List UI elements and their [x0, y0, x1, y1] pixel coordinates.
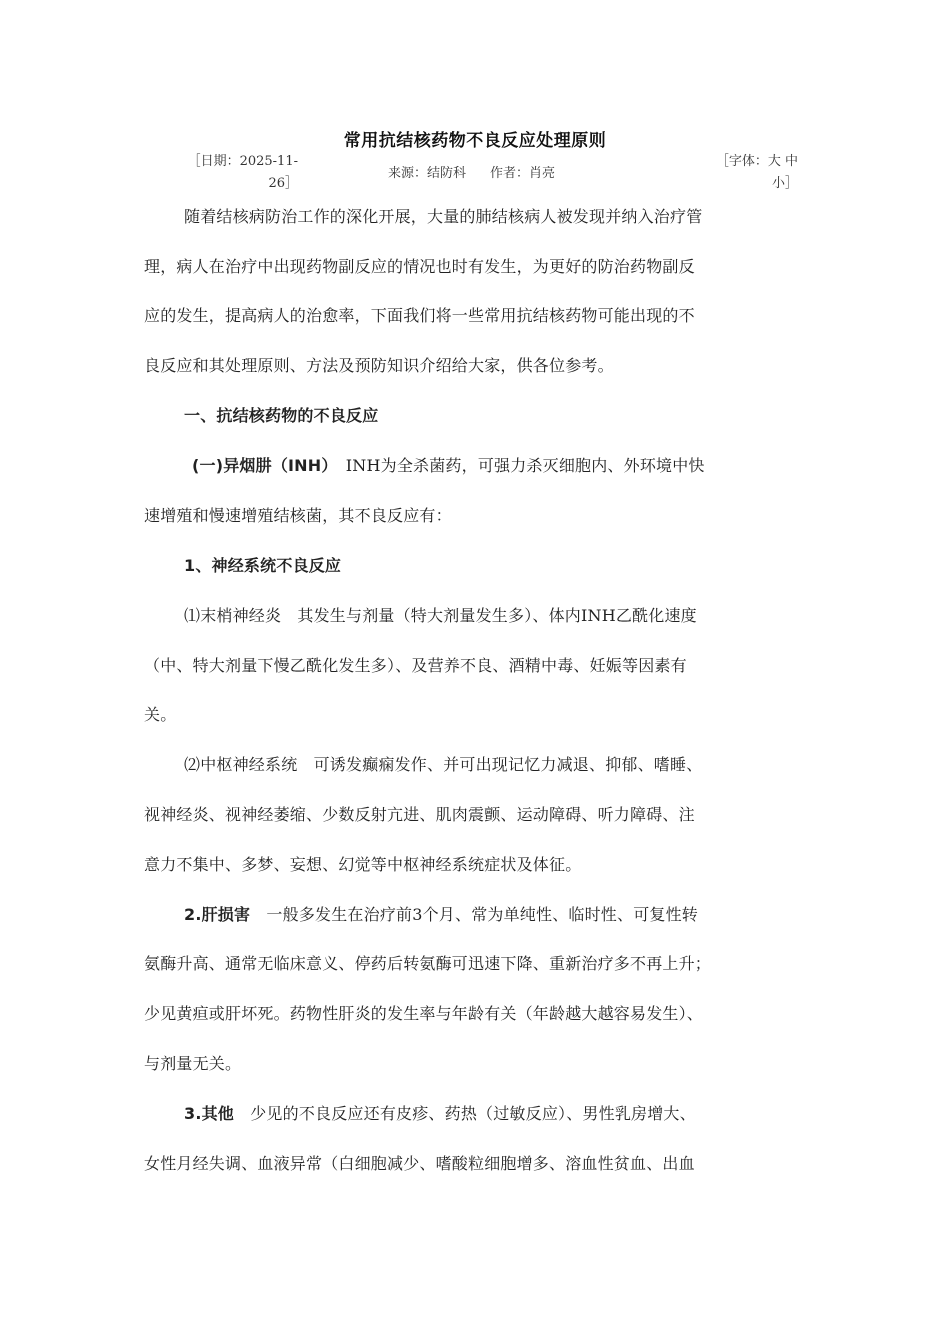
paragraph-line: 氨酶升高、通常无临床意义、停药后转氨酶可迅速下降、重新治疗多不再上升； — [144, 954, 712, 973]
paragraph-line: 视神经炎、视神经萎缩、少数反射亢进、肌肉震颤、运动障碍、听力障碍、注 — [144, 805, 695, 824]
paragraph-line — [184, 1101, 696, 1124]
paragraph-line: ⑴末梢神经炎 其发生与剂量（特大剂量发生多）、体内INH乙酰化速度 — [184, 606, 697, 625]
font-line-2[interactable]: 小］ — [771, 176, 798, 191]
paragraph-line: 随着结核病防治工作的深化开展，大量的肺结核病人被发现并纳入治疗管 — [184, 207, 703, 226]
paragraph-line: 良反应和其处理原则、方法及预防知识介绍给大家，供各位参考。 — [144, 356, 614, 375]
inline-text: INH为全杀菌药，可强力杀灭细胞内、外环境中快 — [329, 456, 705, 475]
paragraph-line: 应的发生，提高病人的治愈率，下面我们将一些常用抗结核药物可能出现的不 — [144, 306, 695, 325]
source-label: 来源：结防科 — [388, 166, 467, 181]
paragraph-line: 与剂量无关。 — [144, 1054, 242, 1073]
font-line-1[interactable]: ［字体：大 中 — [715, 154, 798, 169]
author-label: 作者：肖亮 — [490, 166, 556, 181]
date-line-1: ［日期：2025-11- — [187, 154, 298, 169]
paragraph-line — [192, 453, 705, 476]
paragraph-line: （中、特大剂量下慢乙酰化发生多）、及营养不良、酒精中毒、妊娠等因素有 — [144, 656, 687, 675]
paragraph-line: ⑵中枢神经系统 可诱发癫痫发作、并可出现记忆力减退、抑郁、嗜睡、 — [184, 755, 703, 774]
date-line-2: 26］ — [268, 176, 298, 191]
subsection-heading: 3.其他 — [184, 1104, 235, 1123]
font-size-selector[interactable] — [690, 151, 798, 195]
paragraph-line: 速增殖和慢速增殖结核菌，其不良反应有： — [144, 506, 452, 525]
page-title: 常用抗结核药物不良反应处理原则 — [343, 131, 607, 151]
inline-text: 少见的不良反应还有皮疹、药热（过敏反应）、男性乳房增大、 — [234, 1104, 696, 1123]
subsection-heading: 1、神经系统不良反应 — [184, 556, 342, 575]
paragraph-line: 关。 — [144, 705, 177, 724]
drug-heading: (一)异烟肼（INH） — [192, 456, 330, 475]
source-author-meta — [388, 163, 555, 185]
paragraph-line: 意力不集中、多梦、妄想、幻觉等中枢神经系统症状及体征。 — [144, 855, 582, 874]
section-heading: 一、抗结核药物的不良反应 — [184, 406, 379, 425]
paragraph-line — [184, 902, 698, 925]
subsection-heading: 2.肝损害 — [184, 905, 251, 924]
paragraph-line: 少见黄疸或肝坏死。药物性肝炎的发生率与年龄有关（年龄越大越容易发生）、 — [144, 1004, 704, 1023]
paragraph-line: 理，病人在治疗中出现药物副反应的情况也时有发生，为更好的防治药物副反 — [144, 257, 695, 276]
paragraph-line: 女性月经失调、血液异常（白细胞减少、嗜酸粒细胞增多、溶血性贫血、出血 — [144, 1154, 695, 1173]
date-meta — [168, 151, 298, 195]
inline-text: 一般多发生在治疗前3个月、常为单纯性、临时性、可复性转 — [250, 905, 698, 924]
